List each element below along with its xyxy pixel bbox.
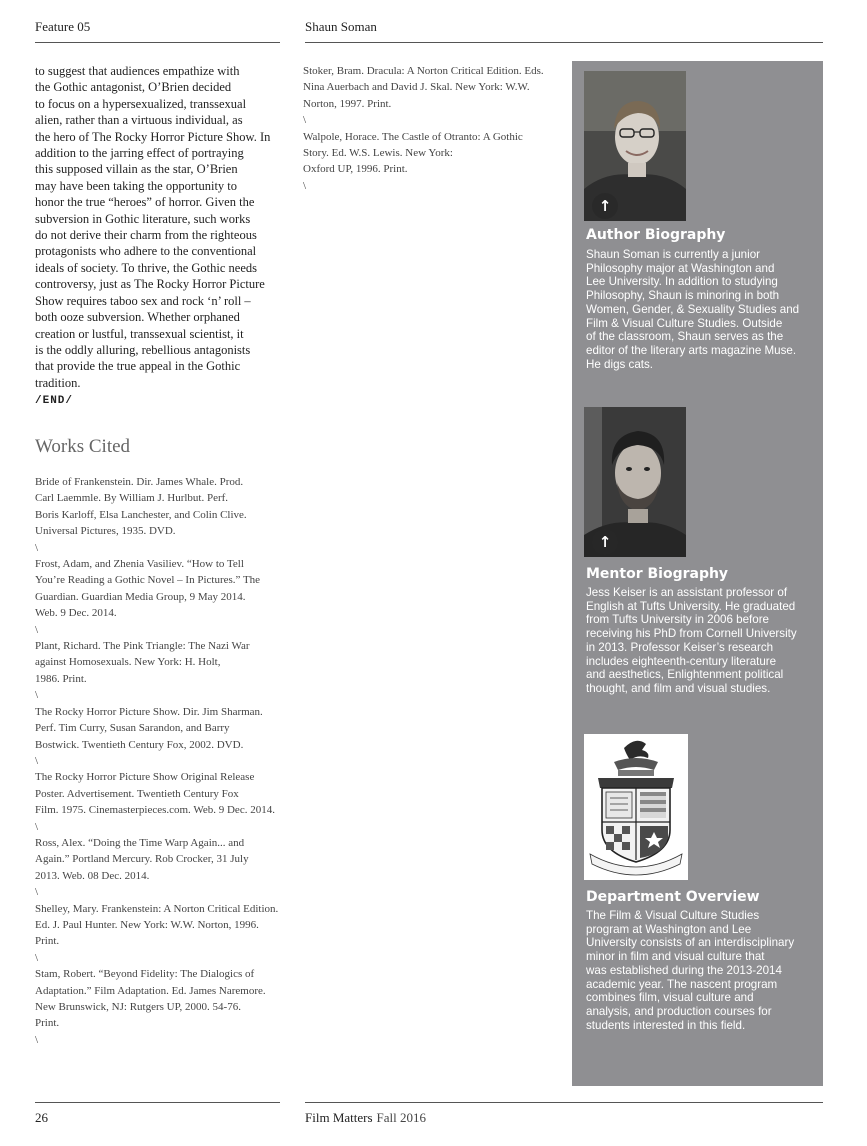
citation-separator: \ (35, 754, 39, 767)
magazine-name: Film Matters (305, 1110, 373, 1125)
citation-separator: \ (35, 689, 39, 702)
department-overview-text: The Film & Visual Culture Studies program at Washington and Lee University consists of an interdisciplinary minor in film and visual culture that was established during the 2013-2014 academic year. The nascent program combines film, visual culture and analysis, and production courses for students interested in this field. (586, 909, 795, 1032)
footer-rule-left (35, 1102, 280, 1103)
citation-entry: Frost, Adam, and Zhenia Vasiliev. “How to Tell You’re Reading a Gothic Novel – In Pictures.” The Guardian. Guardian Media Group, 9 May 2014. Web. 9 Dec. 2014. (35, 558, 261, 620)
header-author: Shaun Soman (305, 19, 377, 34)
department-overview-heading: Department Overview (586, 889, 760, 905)
footer-rule-right (305, 1102, 823, 1103)
page-number: 26 (35, 1110, 48, 1125)
citation-entry: Walpole, Horace. The Castle of Otranto: A Gothic Story. Ed. W.S. Lewis. New York: Oxford UP, 1996. Print. (303, 130, 523, 176)
citation-separator: \ (35, 623, 39, 636)
citation-entry: Ross, Alex. “Doing the Time Warp Again... and Again.” Portland Mercury. Rob Crocker, 31 July 2013. Web. 08 Dec. 2014. (35, 836, 249, 882)
mentor-arrow-icon: ↑ (592, 529, 618, 555)
author-arrow-icon: ↑ (592, 193, 618, 219)
citation-separator: \ (303, 114, 307, 127)
citation-entry: Bride of Frankenstein. Dir. James Whale. Prod. Carl Laemmle. By William J. Hurlbut. Perf. Boris Karloff, Elsa Lanchester, and Colin Clive. Universal Pictures, 1935. DVD. (35, 476, 247, 538)
mentor-biography-text: Jess Keiser is an assistant professor of English at Tufts University. He graduated from Tufts University in 2006 before receiving his PhD from Cornell University in 2013. Professor Keiser’s research includes eighteenth-century literature and aesthetics, Enlightenment political thought, and film and visual studies. (586, 586, 797, 695)
author-photo (584, 71, 686, 221)
author-biography-text: Shaun Soman is currently a junior Philosophy major at Washington and Lee University. In addition to studying Philosophy, Shaun is minoring in both Women, Gender, & Sexuality Studies and Film & Visual Culture Studies. Outside of the classroom, Shaun serves as the editor of the literary arts magazine Muse. He digs cats. (586, 248, 800, 371)
footer-magazine (305, 1110, 426, 1126)
works-cited-list-middle (303, 63, 565, 194)
citation-separator: \ (35, 820, 39, 833)
mentor-biography-heading: Mentor Biography (586, 566, 729, 582)
citation-entry: Plant, Richard. The Pink Triangle: The Nazi War against Homosexuals. New York: H. Holt, 1986. Print. (35, 640, 250, 685)
author-biography-heading: Author Biography (586, 227, 726, 243)
body-paragraph: to suggest that audiences empathize with the Gothic antagonist, O’Brien decided to focus on a hypersexualized, transsexual alien, rather than a virtuous individual, as the hero of The Rocky Horror Picture Show. In addition to the jarring effect of portraying this supposed villain as the star, O’Brien may have been taking the opportunity to honor the true “heroes” of horror. Given the subversion in Gothic literature, such works do not derive their charm from the righteous protagonists who adhere to the conventional ideals of society. To thrive, the Gothic needs controversy, just as The Rocky Horror Picture Show requires taboo sex and rock ‘n’ roll – both ooze subversion. Whether orphaned creation or lustful, transsexual scientist, it is the oddly alluring, rebellious antagonists that provide the true appeal in the Gothic tradition. (35, 64, 271, 390)
citation-entry: Shelley, Mary. Frankenstein: A Norton Critical Edition. Ed. J. Paul Hunter. New York: W.W. Norton, 1996. Print. (35, 902, 279, 948)
citation-entry: The Rocky Horror Picture Show. Dir. Jim Sharman. Perf. Tim Curry, Susan Sarandon, and Barry Bostwick. Twentieth Century Fox, 2002. DVD. (35, 705, 263, 751)
citation-separator: \ (35, 886, 39, 899)
header-rule-left (35, 42, 280, 43)
citation-separator: \ (35, 951, 39, 964)
issue-label: Fall 2016 (376, 1110, 427, 1125)
citation-entry: Stoker, Bram. Dracula: A Norton Critical Edition. Eds. Nina Auerbach and David J. Skal. New York: W.W. Norton, 1997. Print. (303, 65, 544, 110)
citation-separator: \ (303, 179, 307, 192)
citation-separator: \ (35, 1033, 39, 1046)
works-cited-list-left (35, 474, 290, 1048)
citation-entry: The Rocky Horror Picture Show Original Release Poster. Advertisement. Twentieth Century Fox Film. 1975. Cinemasterpieces.com. Web. 9 Dec. 2014. (35, 771, 275, 817)
university-crest-image (584, 734, 688, 880)
citation-entry: Stam, Robert. “Beyond Fidelity: The Dialogics of Adaptation.” Film Adaptation. Ed. James Naremore. New Brunswick, NJ: Rutgers UP, 2000. 54-76. Print. (35, 968, 266, 1030)
end-mark: /END/ (35, 395, 74, 408)
citation-separator: \ (35, 541, 39, 554)
section-label: Feature 05 (35, 19, 91, 34)
works-cited-heading: Works Cited (35, 436, 131, 457)
mentor-photo (584, 407, 686, 557)
article-body (35, 63, 285, 410)
header-rule-right (305, 42, 823, 43)
